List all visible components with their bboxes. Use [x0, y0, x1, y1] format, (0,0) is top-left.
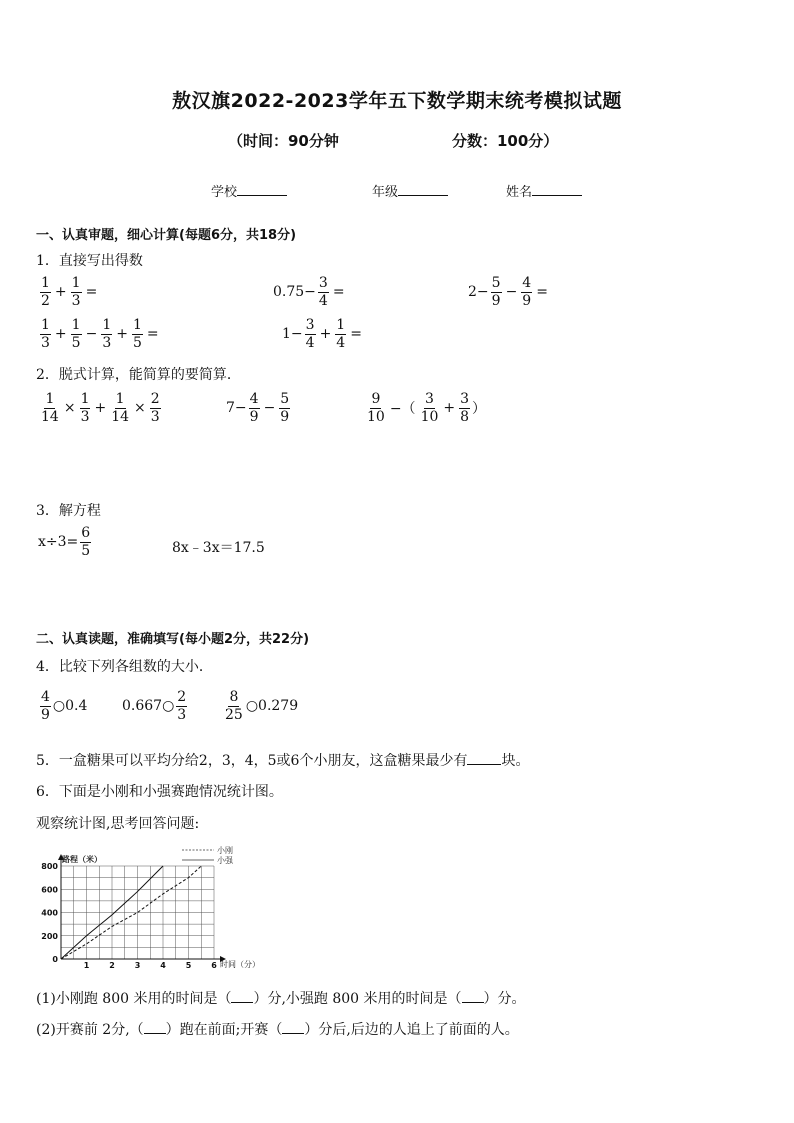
fraction: $\frac{1}{3}$: [80, 391, 90, 425]
compare-2: 0.667○ $\frac{2}{3}$: [122, 689, 187, 723]
grade-field[interactable]: 年级: [372, 181, 448, 200]
fraction: $\frac{2}{3}$: [177, 689, 187, 723]
y-tick-label: 600: [41, 885, 58, 895]
y-tick-label: 0: [52, 955, 58, 964]
question-6: 6．下面是小刚和小强赛跑情况统计图。: [36, 784, 283, 800]
fraction: $\frac{5}{9}$: [491, 275, 501, 309]
exam-time: （时间：90分钟: [228, 132, 339, 150]
question-1: 1．直接写出得数: [36, 253, 143, 269]
y-tick-label: 800: [41, 862, 58, 871]
school-field[interactable]: 学校: [211, 181, 287, 200]
y-tick-label: 400: [41, 908, 58, 918]
sub-question-2: (2)开赛前 2分,（ ）跑在前面;开赛（ ）分后,后边的人追上了前面的人。: [36, 1022, 519, 1038]
fraction: $\frac{5}{9}$: [280, 391, 290, 425]
expr-p2a: $\frac{1}{14}$ × $\frac{1}{3}$ + $\frac{1}{14}$ × $\frac{2}{3}$: [41, 391, 160, 425]
grade-blank[interactable]: [398, 195, 448, 196]
equation-2: 8x﹣3x＝17.5: [172, 540, 265, 556]
x-tick-label: 3: [134, 961, 141, 970]
compare-1: $\frac{4}{9}$ ○0.4: [41, 689, 88, 723]
expr-p2b: 7− $\frac{4}{9}$ − $\frac{5}{9}$: [226, 391, 290, 425]
fraction: $\frac{4}{9}$: [249, 391, 259, 425]
name-field[interactable]: 姓名: [506, 181, 582, 200]
fraction: $\frac{1}{14}$: [111, 391, 130, 425]
x-tick-label: 4: [160, 961, 166, 970]
x-axis-label: 时间（分）: [220, 960, 260, 969]
race-chart: [32, 842, 282, 972]
x-tick-label: 2: [109, 961, 115, 970]
fraction: $\frac{1}{5}$: [71, 317, 81, 351]
fraction: $\frac{3}{8}$: [460, 391, 470, 425]
fraction: $\frac{9}{10}$: [367, 391, 385, 425]
s2-blank-2[interactable]: [282, 1033, 304, 1034]
fraction: $\frac{3}{4}$: [305, 317, 315, 351]
y-tick-label: 200: [41, 931, 58, 941]
s1-blank-1[interactable]: [231, 1002, 253, 1003]
chart-ticks: [41, 862, 217, 970]
fraction: $\frac{4}{9}$: [41, 689, 50, 723]
x-tick-label: 5: [185, 961, 192, 970]
section-2-heading: 二、认真读题，准确填写(每小题2分，共22分): [36, 632, 310, 647]
sub-question-1: (1)小刚跑 800 米用的时间是（ ）分,小强跑 800 米用的时间是（ ）分。: [36, 991, 526, 1007]
s1-blank-2[interactable]: [462, 1002, 484, 1003]
expr-r1c2: 0.75− $\frac{3}{4}$ =: [273, 275, 345, 309]
fraction: $\frac{1}{14}$: [41, 391, 59, 425]
fraction: $\frac{1}{3}$: [71, 275, 81, 309]
expr-r1c1: $\frac{1}{2}$ + $\frac{1}{3}$ =: [41, 275, 98, 309]
fraction: $\frac{1}{5}$: [132, 317, 142, 351]
expr-p2c: $\frac{9}{10}$ −（ $\frac{3}{10}$ + $\frac{3}{8}$ ）: [367, 391, 487, 425]
compare-3: $\frac{8}{25}$ ○0.279: [225, 689, 299, 723]
x-tick-label: 6: [211, 961, 217, 970]
fraction: $\frac{1}{4}$: [336, 317, 346, 351]
school-blank[interactable]: [237, 195, 287, 196]
chart-legend: [182, 845, 234, 865]
exam-score: 分数：100分）: [452, 132, 559, 150]
fraction: $\frac{1}{3}$: [102, 317, 112, 351]
fraction: $\frac{1}{2}$: [41, 275, 50, 309]
q5-answer-blank[interactable]: [467, 764, 501, 765]
fraction: $\frac{2}{3}$: [150, 391, 160, 425]
legend-xiaoqiang: 小强: [217, 856, 233, 865]
question-4: 4．比较下列各组数的大小．: [36, 659, 213, 675]
name-blank[interactable]: [532, 195, 582, 196]
fraction: $\frac{1}{3}$: [41, 317, 50, 351]
fraction: $\frac{8}{25}$: [225, 689, 243, 723]
page-title: 敖汉旗2022-2023学年五下数学期末统考模拟试题: [172, 90, 622, 112]
fraction: $\frac{3}{4}$: [318, 275, 328, 309]
x-tick-label: 1: [83, 961, 90, 970]
question-2: 2．脱式计算，能简算的要简算．: [36, 367, 241, 383]
fraction: $\frac{3}{10}$: [420, 391, 439, 425]
question-5: 5．一盒糖果可以平均分给2，3，4，5或6个小朋友，这盒糖果最少有 块。: [36, 753, 530, 769]
legend-xiaogang: 小刚: [217, 846, 233, 855]
y-axis-label: 路程（米）: [62, 855, 102, 864]
fraction: $\frac{6}{5}$: [81, 525, 91, 559]
question-3: 3．解方程: [36, 503, 101, 519]
section-1-heading: 一、认真审题，细心计算(每题6分，共18分): [36, 228, 297, 243]
expr-r2c1: $\frac{1}{3}$ + $\frac{1}{5}$ − $\frac{1}{3}$ + $\frac{1}{5}$ =: [41, 317, 159, 351]
expr-r2c2: 1− $\frac{3}{4}$ + $\frac{1}{4}$ =: [282, 317, 362, 351]
s2-blank-1[interactable]: [144, 1033, 166, 1034]
fraction: $\frac{4}{9}$: [522, 275, 532, 309]
expr-r1c3: 2− $\frac{5}{9}$ − $\frac{4}{9}$ =: [468, 275, 548, 309]
question-6-prompt: 观察统计图,思考回答问题:: [36, 816, 200, 832]
equation-1: x÷3= $\frac{6}{5}$: [38, 525, 91, 559]
